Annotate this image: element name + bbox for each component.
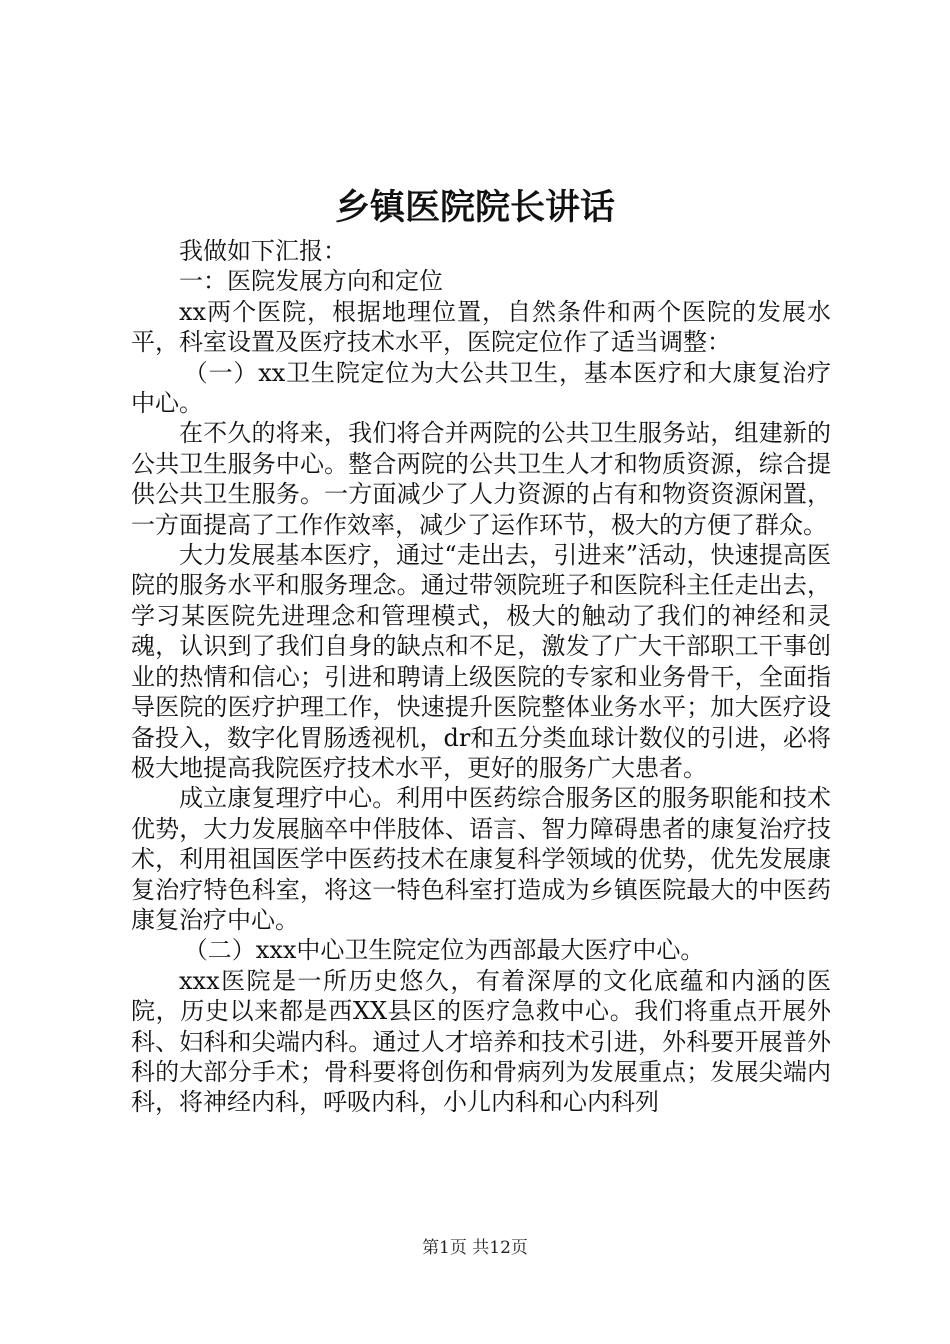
subsection-heading-two: （二）xxx中心卫生院定位为西部最大医疗中心。 <box>183 936 705 965</box>
paragraph-intro: 我做如下汇报： <box>179 237 347 265</box>
paragraph-rehab-center: 成立康复理疗中心。利用中医药综合服务区的服务职能和技术优势，大力发展脑卒中伴肢体、语言、智力障碍患者的康复治疗技术，利用祖国医学中医药技术在康复科学领域的优势，优先发展康复治疗特色科室，将这一特色科室打造成为乡镇医院最大的中医药康复治疗中心。 <box>131 784 831 934</box>
paragraph-public-health: 在不久的将来，我们将合并两院的公共卫生服务站，组建新的公共卫生服务中心。整合两院的公共卫生人才和物质资源，综合提供公共卫生服务。一方面减少了人力资源的占有和物资资源闲置，一方面提高了工作作效率，减少了运作环节，极大的方便了群众。 <box>131 419 831 539</box>
paragraph-basic-medical: 大力发展基本医疗，通过“走出去，引进来”活动，快速提高医院的服务水平和服务理念。通过带领院班子和医院科主任走出去，学习某医院先进理念和管理模式，极大的触动了我们的神经和灵魂，认识到了我们自身的缺点和不足，激发了广大干部职工干事创业的热情和信心；引进和聘请上级医院的专家和业务骨干，全面指导医院的医疗护理工作，快速提升医院整体业务水平；加大医疗设备投入，数字化胃肠透视机，dr和五分类血球计数仪的引进，必将极大地提高我院医疗技术水平，更好的服务广大患者。 <box>131 541 831 782</box>
paragraph-central-hospital: xxx医院是一所历史悠久，有着深厚的文化底蕴和内涵的医院，历史以来都是西XX县区的医疗急救中心。我们将重点开展外科、妇科和尖端内科。通过人才培养和技术引进，外科要开展普外科的大部分手术；骨科要将创伤和骨病列为发展重点；发展尖端内科，将神经内科，呼吸内科，小儿内科和心内科列 <box>131 966 831 1117</box>
paragraph-overview: xx两个医院，根据地理位置，自然条件和两个医院的发展水平，科室设置及医疗技术水平，医院定位作了适当调整： <box>131 297 831 357</box>
section-heading-positioning: 一：医院发展方向和定位 <box>179 267 443 296</box>
page-footer: 第1页 共12页 <box>422 1238 528 1258</box>
document-title: 乡镇医院院长讲话 <box>334 187 615 228</box>
document-body <box>131 236 831 1118</box>
subsection-heading-one: （一）xx卫生院定位为大公共卫生，基本医疗和大康复治疗中心。 <box>131 358 831 418</box>
